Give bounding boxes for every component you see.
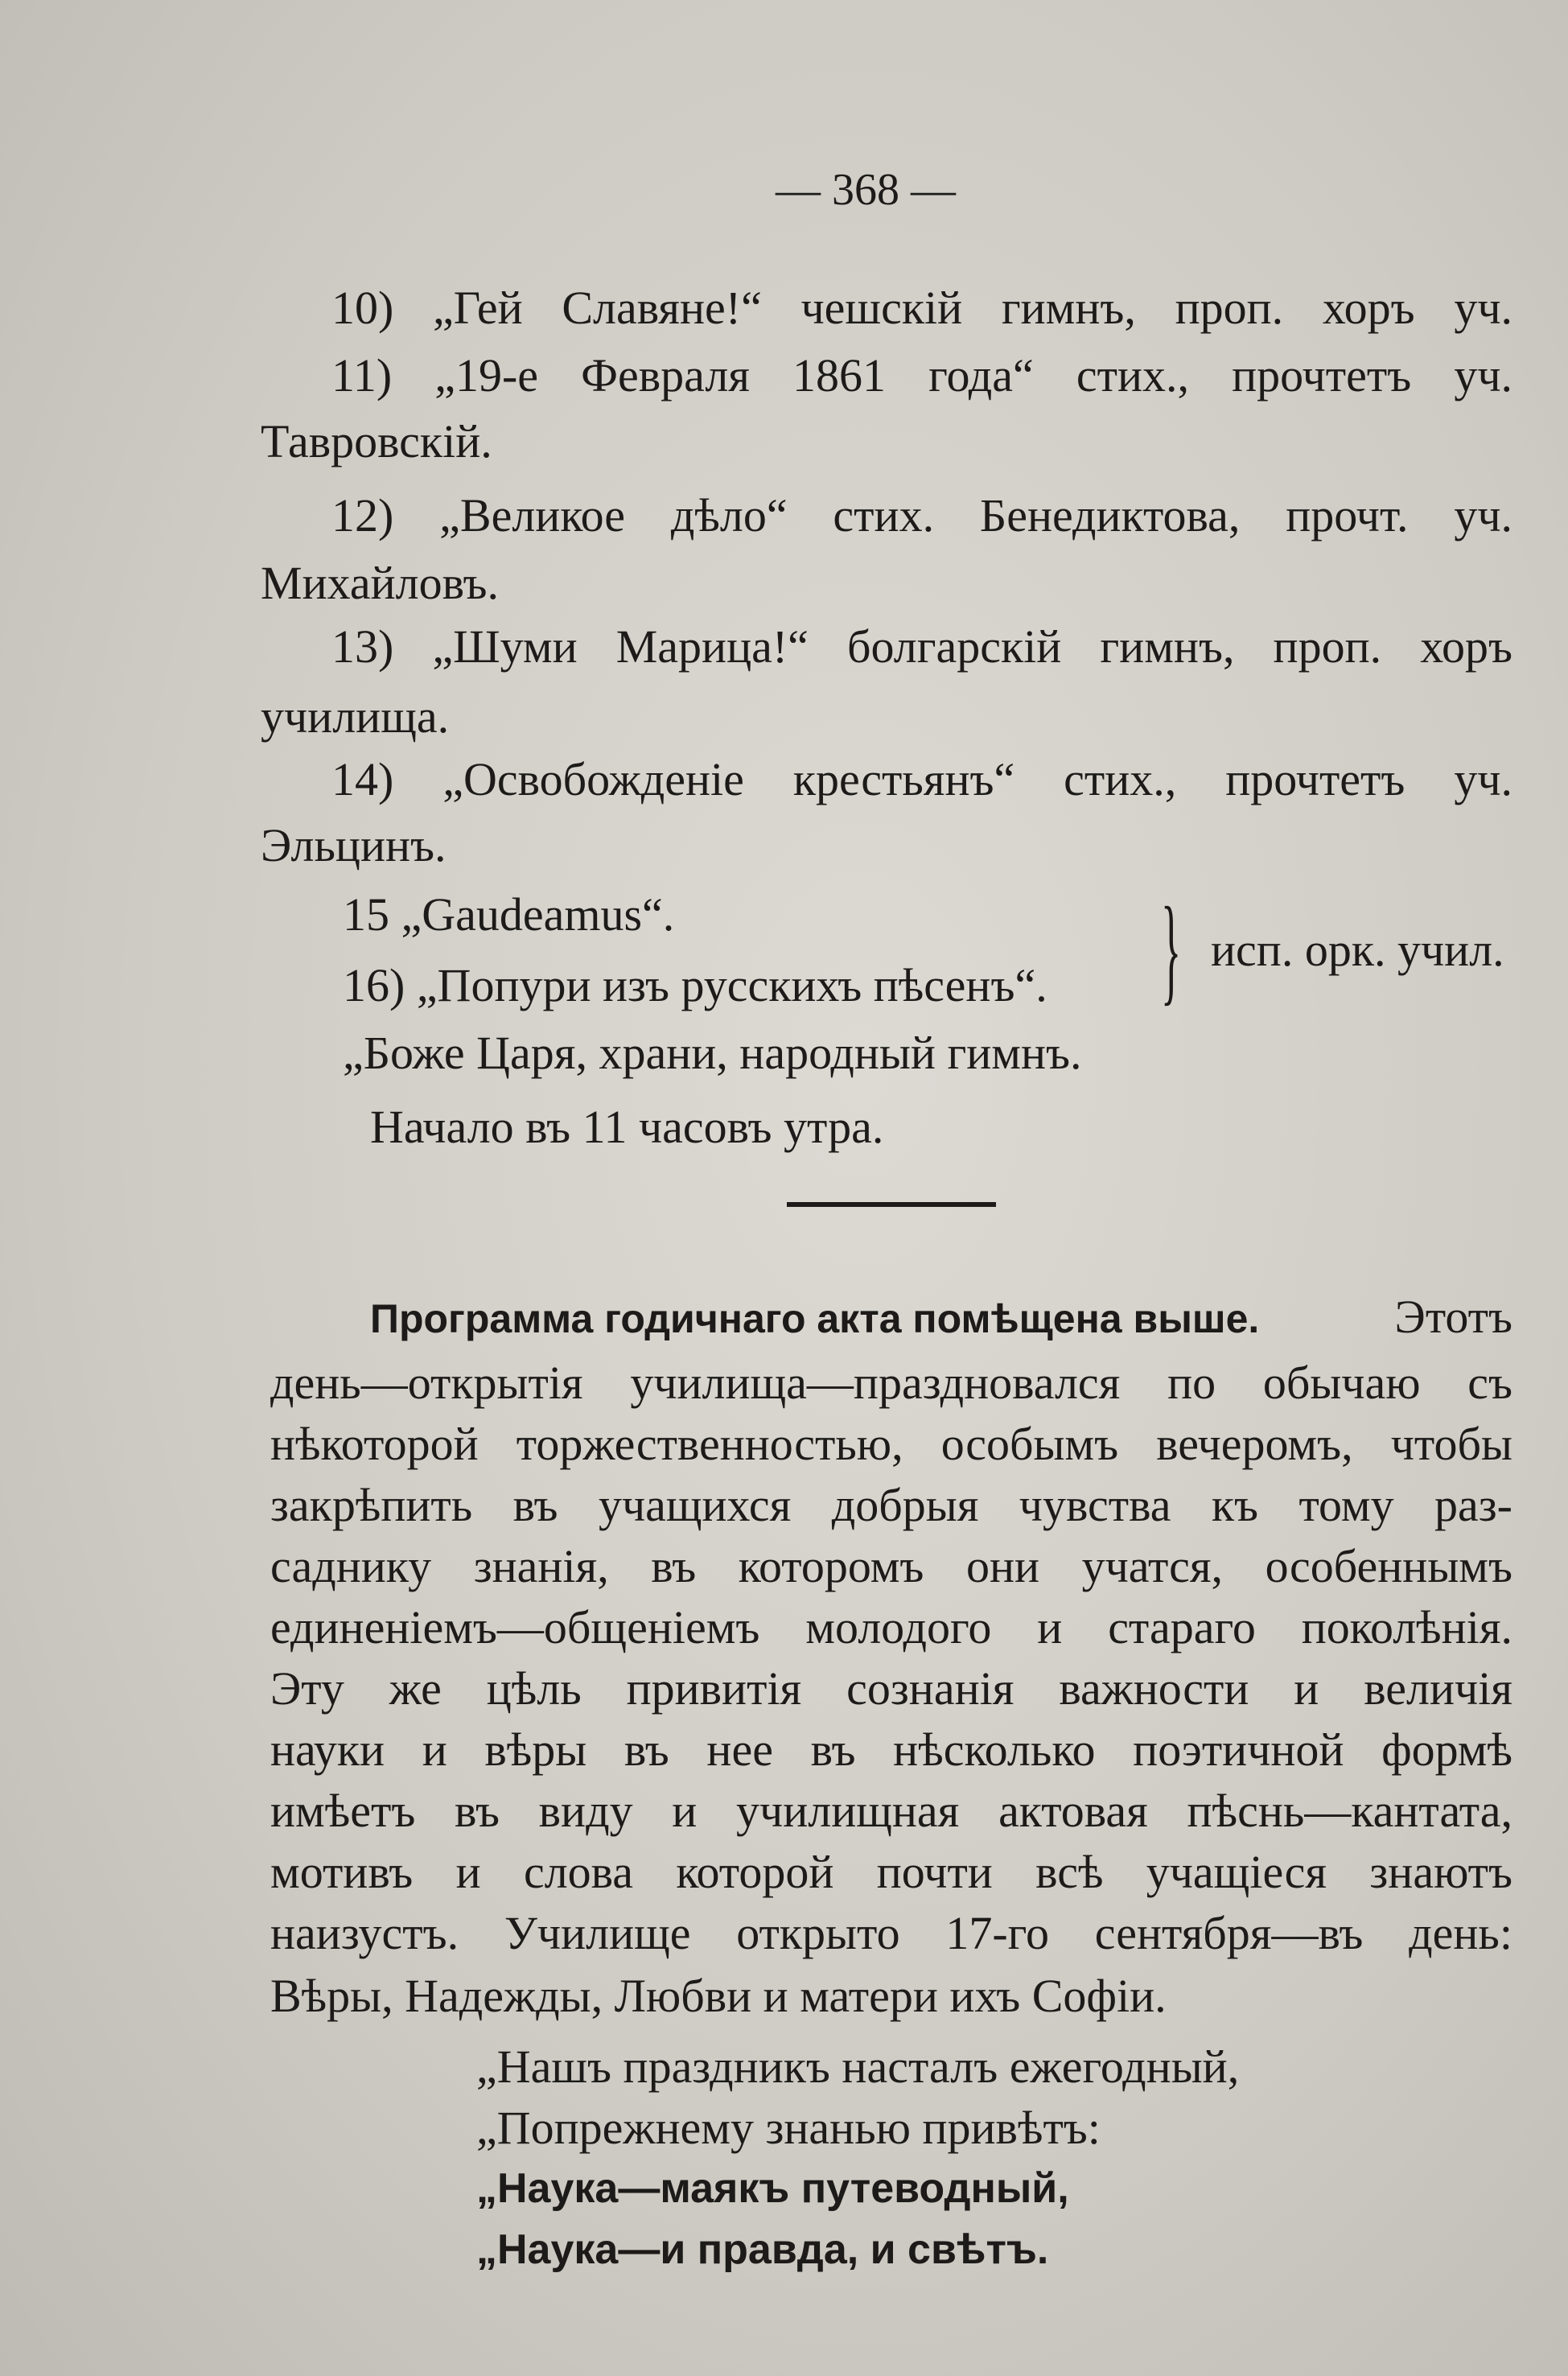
lead-bold-text: Программа годичнаго акта помѣщена выше. — [370, 1296, 1260, 1341]
program-item-14: 14) „Освобожденіе крестьянъ“ стих., прочтетъ уч. — [331, 753, 1512, 805]
program-item-12-cont: Михайловъ. — [261, 557, 500, 609]
paragraph-line-6: единеніемъ—общеніемъ молодого и стараго поколѣнія. — [270, 1601, 1512, 1653]
program-item-13-cont: училища. — [261, 690, 450, 743]
paragraph-line-1: Этотъ — [1394, 1291, 1512, 1343]
curly-brace: } — [1161, 883, 1182, 1016]
verse-line-1: „Нашъ праздникъ насталъ ежегодный, — [476, 2040, 1240, 2093]
program-item-10: 10) „Гей Славяне!“ чешскій гимнъ, проп. хоръ уч. — [331, 282, 1512, 334]
verse-line-3: „Наука—маякъ путеводный, — [476, 2165, 1069, 2212]
page-number: — 368 — — [776, 165, 956, 215]
program-item-12: 12) „Великое дѣло“ стих. Бенедиктова, прочт. уч. — [331, 489, 1512, 541]
program-item-11: 11) „19-е Февраля 1861 года“ стих., прочтетъ уч. — [331, 349, 1512, 401]
paragraph-line-5: саднику знанія, въ которомъ они учатся, особеннымъ — [270, 1540, 1512, 1592]
paragraph-line-3: нѣкоторой торжественностью, особымъ вечеромъ, чтобы — [270, 1418, 1512, 1470]
paragraph-line-12: Вѣры, Надежды, Любви и матери ихъ Софіи. — [270, 1970, 1167, 2022]
verse-line-4: „Наука—и правда, и свѣтъ. — [476, 2226, 1049, 2273]
paragraph-line-8: науки и вѣры въ нее въ нѣсколько поэтичной формѣ — [270, 1723, 1512, 1776]
program-item-16: 16) „Попури изъ русскихъ пѣсенъ“. — [343, 959, 1047, 1011]
program-item-11-cont: Тавровскій. — [261, 415, 492, 467]
program-item-13: 13) „Шуми Марица!“ болгарскій гимнъ, проп. хоръ — [331, 620, 1512, 673]
orchestra-note: исп. орк. учил. — [1211, 924, 1504, 976]
paragraph-line-9: имѣетъ въ виду и училищная актовая пѣснь—кантата, — [270, 1785, 1512, 1837]
program-item-15: 15 „Gaudeamus“. — [343, 888, 675, 941]
verse-line-2: „Попрежнему знанью привѣтъ: — [476, 2102, 1101, 2154]
section-divider — [787, 1202, 996, 1207]
paragraph-line-7: Эту же цѣль привитія сознанія важности и величія — [270, 1662, 1512, 1715]
paragraph-line-11: наизустъ. Училище открыто 17-го сентября—въ день: — [270, 1907, 1512, 1959]
paragraph-line-2: день—открытія училища—праздновался по обычаю съ — [270, 1357, 1512, 1409]
paragraph-line-10: мотивъ и слова которой почти всѣ учащіеся знаютъ — [270, 1846, 1512, 1898]
start-time: Начало въ 11 часовъ утра. — [370, 1101, 884, 1153]
paragraph-first-line — [370, 1291, 1512, 1343]
program-item-14-cont: Эльцинъ. — [261, 819, 447, 871]
paragraph-line-4: закрѣпить въ учащихся добрыя чувства къ тому раз- — [270, 1479, 1512, 1531]
national-anthem: „Боже Царя, храни, народный гимнъ. — [343, 1027, 1082, 1079]
